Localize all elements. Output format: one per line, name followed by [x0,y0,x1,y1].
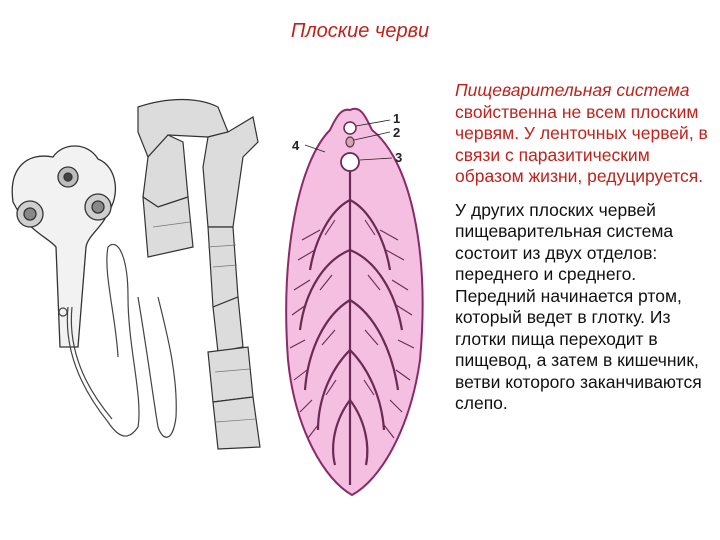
paragraph-2: У других плоских червей пищеварительная система состоит из двух отделов: переднего и среднего. Передний начинается ртом, который ведет в глотку. Из глотки пища переходит в пищевод, а затем в кишечник, ветви которого заканчиваются слепо. [455,199,702,413]
fluke-illustration [280,100,440,500]
paragraph-1-rest: свойственна не всем плоским червям. У ленточных червей, в связи с паразитическим образом жизни, редуцируется. [455,101,708,186]
label-3: 3 [395,150,403,165]
fluke-oral-sucker [344,122,356,134]
digestive-system-term: Пищеварительная система [455,80,690,100]
fluke-pharynx [346,137,354,147]
description-text [455,80,717,427]
fluke-ventral-sucker [341,153,359,171]
label-1: 1 [393,111,401,126]
label-4: 4 [292,138,300,153]
tapeworm-illustration [8,97,266,452]
paragraph-1 [455,80,717,188]
label-2: 2 [393,125,401,140]
page-title: Плоские черви [290,20,430,42]
